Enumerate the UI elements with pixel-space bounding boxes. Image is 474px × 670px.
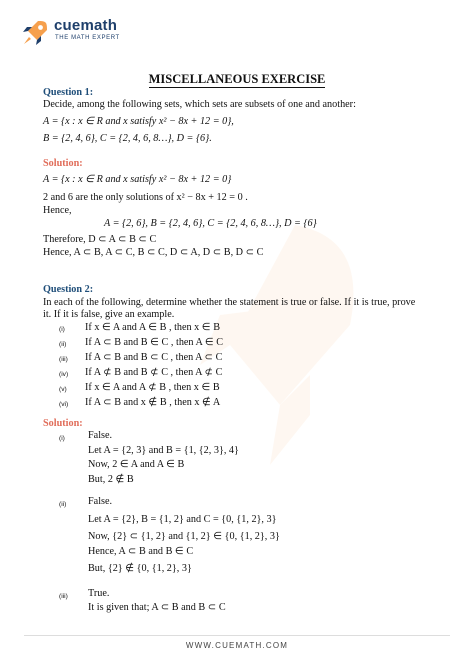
question-1-prompt: Decide, among the following sets, which sets are subsets of one and another: [43, 99, 356, 110]
solution-1-line-6: Hence, A ⊂ B, A ⊂ C, B ⊂ C, D ⊂ A, D ⊂ B, D ⊂ C [43, 247, 264, 258]
question-2-solution-heading: Solution: [43, 418, 83, 429]
question-2-item: (vi) [59, 401, 69, 408]
question-2-item-text: If A ⊄ B and B ⊄ C , then A ⊄ C [85, 367, 223, 378]
question-2-item: (v) [59, 386, 67, 393]
question-2-item: (ii) [59, 341, 67, 348]
question-2-item-text: If A ⊂ B and B ∈ C , then A ∈ C [85, 337, 224, 348]
brand-tagline: THE MATH EXPERT [55, 35, 120, 41]
solution-2-ii-line-1: Let A = {2}, B = {1, 2} and C = {0, {1, 2}, 3} [88, 514, 277, 525]
solution-1-line-2: 2 and 6 are the only solutions of x² − 8x + 12 = 0 . [43, 192, 248, 203]
solution-2-iii-line-1: It is given that; A ⊂ B and B ⊂ C [88, 602, 226, 613]
solution-2-ii-line-3: Hence, A ⊂ B and B ∈ C [88, 546, 194, 557]
question-1-heading: Question 1: [43, 87, 94, 98]
question-2-item: (i) [59, 326, 65, 333]
solution-2-i-verdict: False. [88, 430, 113, 441]
solution-2-i-line-3: But, 2 ∉ B [88, 474, 134, 485]
brand-name: cuemath [54, 17, 118, 34]
page-title: MISCELLANEOUS EXERCISE [148, 72, 326, 86]
question-2-item-text: If A ⊂ B and B ⊂ C , then A ⊂ C [85, 352, 223, 363]
question-2-item: (iii) [59, 356, 68, 363]
question-1-sets-bcd: B = {2, 4, 6}, C = {2, 4, 6, 8…}, D = {6}. [43, 133, 212, 144]
solution-1-line-4: A = {2, 6}, B = {2, 4, 6}, C = {2, 4, 6, 8…}, D = {6} [104, 218, 317, 229]
solution-2-ii-verdict: False. [88, 496, 113, 507]
question-2-item-text: If x ∈ A and A ∈ B , then x ∈ B [85, 322, 221, 333]
question-1-set-a: A = {x : x ∈ R and x satisfy x² − 8x + 12 = 0}, [43, 116, 234, 127]
solution-1-line-5: Therefore, D ⊂ A ⊂ B ⊂ C [43, 234, 157, 245]
footer-divider [24, 635, 450, 636]
solution-2-i-line-2: Now, 2 ∈ A and A ∈ B [88, 459, 185, 470]
solution-2-i-line-1: Let A = {2, 3} and B = {1, {2, 3}, 4} [88, 445, 239, 456]
solution-2-ii-line-4: But, {2} ∉ {0, {1, 2}, 3} [88, 563, 192, 574]
question-2-item-text: If x ∈ A and A ⊄ B , then x ∈ B [85, 382, 220, 393]
solution-1-line-1: A = {x : x ∈ R and x satisfy x² − 8x + 12 = 0} [43, 174, 232, 185]
question-2-prompt-line-1: In each of the following, determine whether the statement is true or false. If it is true, prove [43, 297, 416, 308]
solution-2-iii-number: (iii) [59, 593, 68, 600]
rocket-logo-icon [20, 18, 50, 48]
solution-2-ii-number: (ii) [59, 501, 67, 508]
solution-2-i-number: (i) [59, 435, 65, 442]
solution-2-ii-line-2: Now, {2} ⊂ {1, 2} and {1, 2} ∈ {0, {1, 2}, 3} [88, 531, 280, 542]
solution-2-iii-verdict: True. [88, 588, 110, 599]
footer-url[interactable]: WWW.CUEMATH.COM [185, 641, 289, 650]
solution-1-line-3: Hence, [43, 205, 72, 216]
question-2-heading: Question 2: [43, 284, 94, 295]
question-1-solution-heading: Solution: [43, 158, 83, 169]
question-2-item-text: If A ⊂ B and x ∉ B , then x ∉ A [85, 397, 221, 408]
question-2-prompt-line-2: it. If it is false, give an example. [43, 309, 175, 320]
question-2-item: (iv) [59, 371, 69, 378]
